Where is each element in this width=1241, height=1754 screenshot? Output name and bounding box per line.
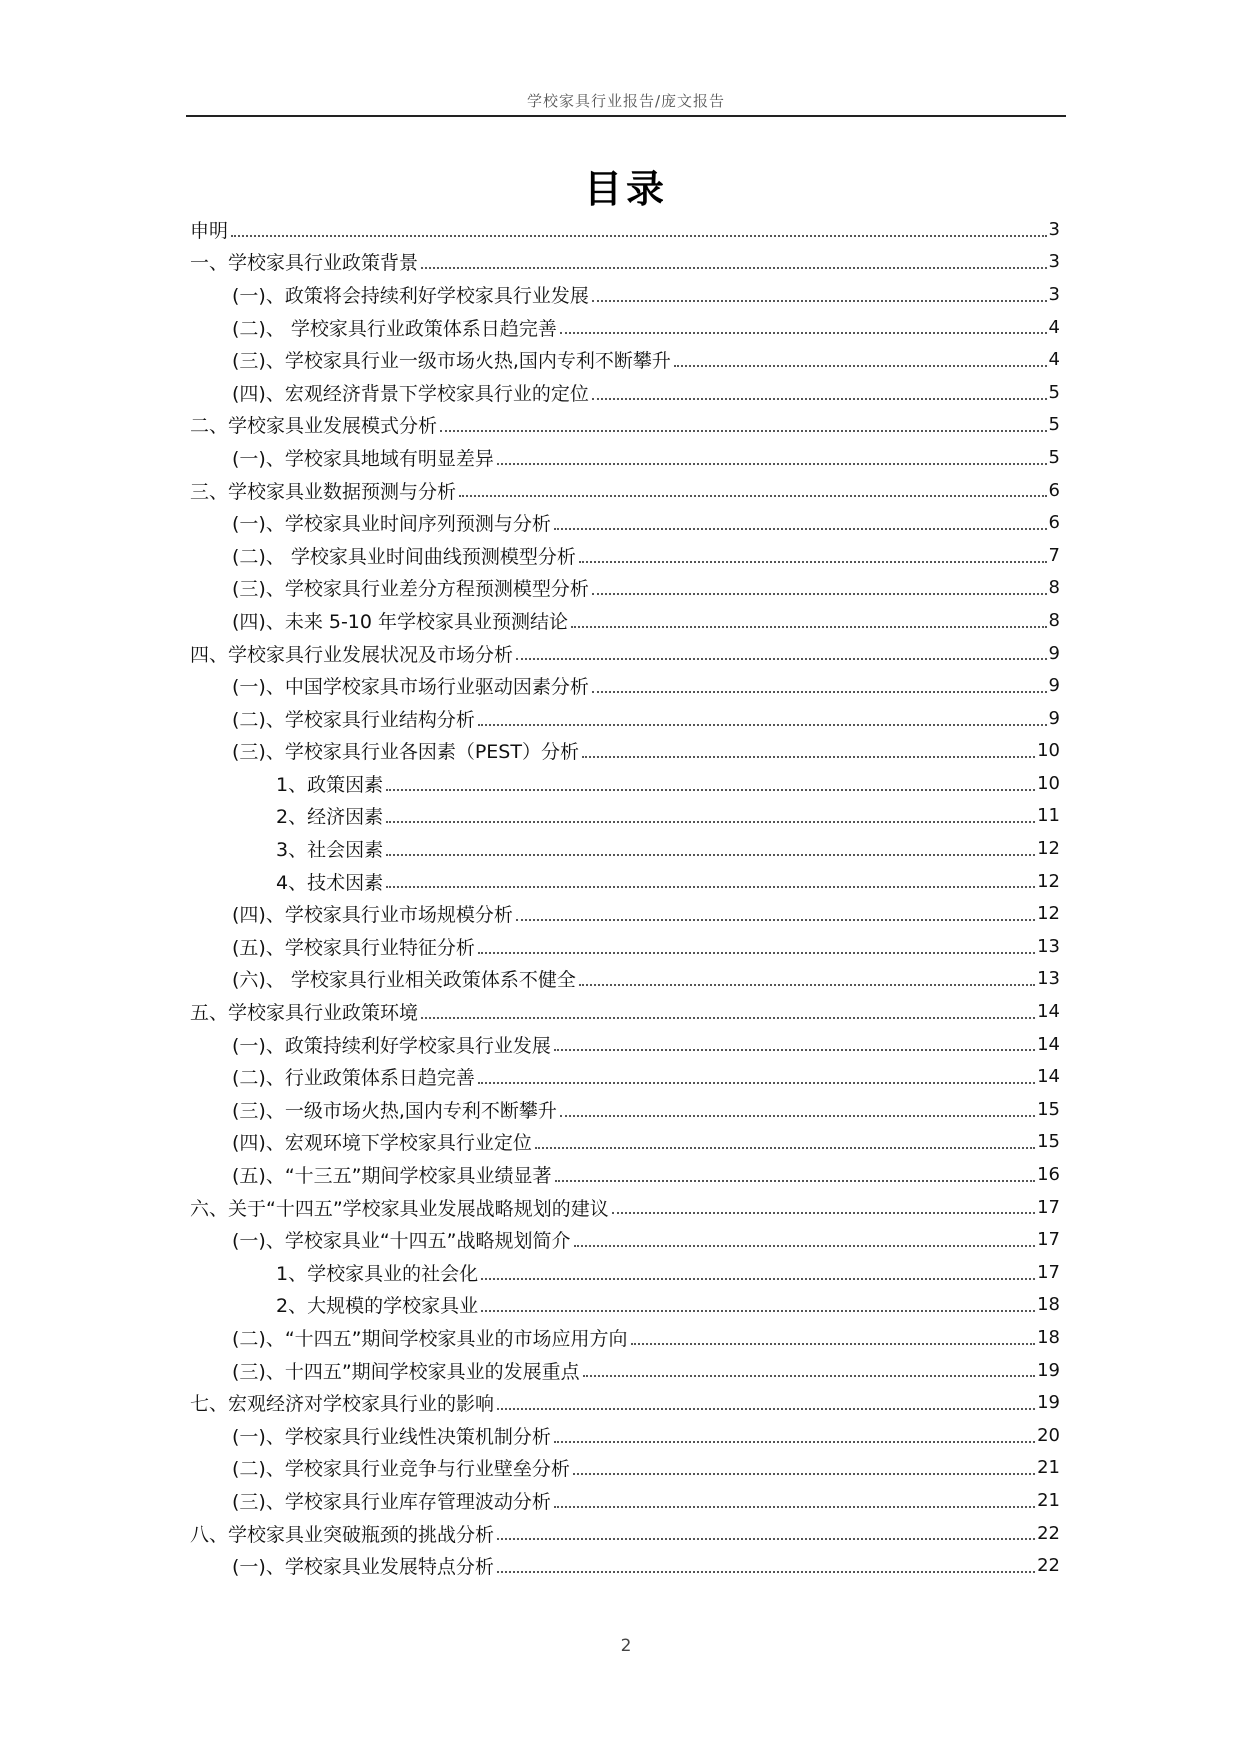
- toc-entry-page: 17: [1037, 1196, 1060, 1218]
- toc-entry-label: (二)、行业政策体系日趋完善: [232, 1067, 475, 1090]
- toc-entry[interactable]: [190, 669, 1060, 702]
- toc-entry-label: 五、学校家具行业政策环境: [190, 1002, 419, 1025]
- dot-leader: [459, 495, 1047, 497]
- toc-entry-label: 二、学校家具业发展模式分析: [190, 415, 438, 438]
- toc-entry-label: 八、学校家具业突破瓶颈的挑战分析: [190, 1523, 495, 1546]
- toc-entry-page: 10: [1037, 740, 1060, 762]
- dot-leader: [421, 1017, 1035, 1019]
- toc-entry-label: (二)、“十四五”期间学校家具业的市场应用方向: [232, 1327, 628, 1350]
- toc-entry-label: (三)、学校家具行业差分方程预测模型分析: [232, 578, 589, 601]
- dot-leader: [386, 854, 1035, 856]
- toc-entry[interactable]: [190, 995, 1060, 1028]
- toc-entry-page: 9: [1048, 642, 1060, 664]
- toc-entry[interactable]: [190, 441, 1060, 474]
- toc-entry[interactable]: [190, 1354, 1060, 1387]
- dot-leader: [583, 1375, 1035, 1377]
- toc-entry[interactable]: [190, 1060, 1060, 1093]
- dot-leader: [574, 1245, 1036, 1247]
- toc-entry-page: 21: [1037, 1457, 1060, 1479]
- dot-leader: [560, 1115, 1035, 1117]
- toc-entry[interactable]: [190, 1223, 1060, 1256]
- toc-entry[interactable]: [190, 800, 1060, 833]
- toc-entry-page: 13: [1037, 968, 1060, 990]
- toc-entry-label: (一)、学校家具业时间序列预测与分析: [232, 513, 551, 536]
- dot-leader: [579, 561, 1047, 563]
- dot-leader: [421, 267, 1047, 269]
- toc-entry[interactable]: [190, 311, 1060, 344]
- toc-entry[interactable]: [190, 1452, 1060, 1485]
- toc-entry-page: 22: [1037, 1522, 1060, 1544]
- toc-entry-label: (一)、学校家具业发展特点分析: [232, 1556, 494, 1579]
- dot-leader: [571, 626, 1047, 628]
- toc-entry-label: 3、社会因素: [276, 839, 384, 862]
- toc-entry-label: (二)、学校家具行业结构分析: [232, 708, 475, 731]
- toc-entry[interactable]: [190, 1419, 1060, 1452]
- toc-entry[interactable]: [190, 213, 1060, 246]
- page-number: 2: [620, 1636, 632, 1656]
- table-of-contents: [190, 213, 1060, 1582]
- toc-entry[interactable]: [190, 474, 1060, 507]
- toc-entry-page: 19: [1037, 1392, 1060, 1414]
- toc-entry-page: 8: [1048, 577, 1060, 599]
- toc-entry[interactable]: [190, 832, 1060, 865]
- toc-entry-label: (一)、中国学校家具市场行业驱动因素分析: [232, 676, 589, 699]
- toc-entry-label: (二)、 学校家具行业政策体系日趋完善: [232, 317, 557, 340]
- toc-entry-label: (六)、 学校家具行业相关政策体系不健全: [232, 969, 576, 992]
- toc-entry-label: (四)、未来 5-10 年学校家具业预测结论: [232, 610, 569, 633]
- dot-leader: [579, 984, 1035, 986]
- toc-entry-label: (五)、“十三五”期间学校家具业绩显著: [232, 1165, 552, 1188]
- toc-entry[interactable]: [190, 963, 1060, 996]
- toc-entry-page: 3: [1048, 283, 1060, 305]
- dot-leader: [497, 1538, 1035, 1540]
- toc-entry[interactable]: [190, 930, 1060, 963]
- dot-leader: [555, 1180, 1036, 1182]
- dot-leader: [386, 886, 1035, 888]
- dot-leader: [440, 430, 1047, 432]
- toc-entry-label: 七、宏观经济对学校家具行业的影响: [190, 1393, 495, 1416]
- toc-entry-label: (一)、学校家具地域有明显差异: [232, 447, 494, 470]
- toc-entry[interactable]: [190, 1158, 1060, 1191]
- toc-entry[interactable]: [190, 376, 1060, 409]
- toc-entry-page: 16: [1037, 1164, 1060, 1186]
- toc-entry-label: (四)、学校家具行业市场规模分析: [232, 904, 513, 927]
- toc-entry-page: 7: [1048, 544, 1060, 566]
- toc-entry-label: 2、经济因素: [276, 806, 384, 829]
- dot-leader: [481, 1310, 1035, 1312]
- toc-entry[interactable]: [190, 539, 1060, 572]
- toc-entry[interactable]: [190, 246, 1060, 279]
- toc-entry[interactable]: [190, 343, 1060, 376]
- toc-entry-page: 5: [1048, 381, 1060, 403]
- toc-entry-label: (五)、学校家具行业特征分析: [232, 936, 475, 959]
- toc-entry-label: (二)、 学校家具业时间曲线预测模型分析: [232, 545, 576, 568]
- dot-leader: [592, 300, 1047, 302]
- toc-entry-page: 12: [1037, 838, 1060, 860]
- toc-entry-page: 6: [1048, 512, 1060, 534]
- toc-entry-page: 8: [1048, 609, 1060, 631]
- toc-entry[interactable]: [190, 278, 1060, 311]
- toc-entry-label: (一)、政策持续利好学校家具行业发展: [232, 1034, 551, 1057]
- toc-entry[interactable]: [190, 572, 1060, 605]
- toc-entry-label: (四)、宏观环境下学校家具行业定位: [232, 1132, 532, 1155]
- toc-entry[interactable]: [190, 1289, 1060, 1322]
- toc-entry-page: 13: [1037, 935, 1060, 957]
- toc-entry-label: (三)、十四五”期间学校家具业的发展重点: [232, 1360, 580, 1383]
- toc-entry-page: 14: [1037, 1066, 1060, 1088]
- toc-entry-label: (一)、政策将会持续利好学校家具行业发展: [232, 284, 589, 307]
- toc-entry-label: 2、大规模的学校家具业: [276, 1295, 479, 1318]
- dot-leader: [554, 1441, 1035, 1443]
- toc-entry-label: (一)、学校家具行业线性决策机制分析: [232, 1425, 551, 1448]
- dot-leader: [612, 1212, 1035, 1214]
- dot-leader: [497, 1571, 1035, 1573]
- toc-entry-page: 9: [1048, 707, 1060, 729]
- toc-entry-label: (三)、学校家具行业各因素（PEST）分析: [232, 741, 579, 764]
- dot-leader: [631, 1343, 1036, 1345]
- toc-entry[interactable]: [190, 1256, 1060, 1289]
- toc-entry-label: 1、政策因素: [276, 773, 384, 796]
- dot-leader: [386, 821, 1035, 823]
- toc-entry-label: (三)、一级市场火热,国内专利不断攀升: [232, 1099, 557, 1122]
- toc-entry[interactable]: [190, 767, 1060, 800]
- dot-leader: [478, 724, 1047, 726]
- toc-entry[interactable]: [190, 1484, 1060, 1517]
- dot-leader: [554, 528, 1047, 530]
- toc-entry-page: 20: [1037, 1424, 1060, 1446]
- toc-entry-page: 22: [1037, 1555, 1060, 1577]
- toc-entry-page: 3: [1048, 251, 1060, 273]
- toc-entry-page: 4: [1048, 349, 1060, 371]
- toc-entry[interactable]: [190, 409, 1060, 442]
- toc-entry-label: 一、学校家具行业政策背景: [190, 252, 419, 275]
- toc-entry-page: 6: [1048, 479, 1060, 501]
- toc-entry[interactable]: [190, 735, 1060, 768]
- toc-entry[interactable]: [190, 506, 1060, 539]
- toc-entry-label: 4、技术因素: [276, 871, 384, 894]
- toc-entry[interactable]: [190, 1028, 1060, 1061]
- toc-entry-page: 5: [1048, 414, 1060, 436]
- dot-leader: [481, 1278, 1035, 1280]
- toc-entry-page: 15: [1037, 1098, 1060, 1120]
- toc-entry-label: 三、学校家具业数据预测与分析: [190, 480, 457, 503]
- toc-entry-page: 12: [1037, 870, 1060, 892]
- toc-entry[interactable]: [190, 1126, 1060, 1159]
- toc-entry-page: 17: [1037, 1229, 1060, 1251]
- toc-entry-page: 18: [1037, 1326, 1060, 1348]
- toc-entry-label: 六、关于“十四五”学校家具业发展战略规划的建议: [190, 1197, 609, 1220]
- dot-leader: [478, 952, 1035, 954]
- toc-entry-page: 15: [1037, 1131, 1060, 1153]
- running-header: 学校家具行业报告/庞文报告: [526, 92, 726, 110]
- dot-leader: [478, 1082, 1035, 1084]
- toc-entry-label: (三)、学校家具行业库存管理波动分析: [232, 1490, 551, 1513]
- toc-entry-page: 14: [1037, 1001, 1060, 1023]
- toc-entry-label: (四)、宏观经济背景下学校家具行业的定位: [232, 382, 589, 405]
- toc-entry-page: 12: [1037, 903, 1060, 925]
- toc-entry-page: 4: [1048, 316, 1060, 338]
- toc-entry-page: 14: [1037, 1033, 1060, 1055]
- dot-leader: [535, 1147, 1035, 1149]
- dot-leader: [554, 1049, 1035, 1051]
- toc-entry-label: (一)、学校家具业“十四五”战略规划简介: [232, 1230, 571, 1253]
- toc-entry-page: 21: [1037, 1489, 1060, 1511]
- toc-entry-label: (二)、学校家具行业竞争与行业壁垒分析: [232, 1458, 570, 1481]
- toc-entry[interactable]: [190, 1093, 1060, 1126]
- dot-leader: [497, 1408, 1035, 1410]
- toc-entry-page: 18: [1037, 1294, 1060, 1316]
- dot-leader: [592, 691, 1047, 693]
- dot-leader: [497, 463, 1047, 465]
- toc-entry-label: 1、学校家具业的社会化: [276, 1262, 479, 1285]
- toc-entry[interactable]: [190, 1517, 1060, 1550]
- header-divider: [186, 115, 1066, 117]
- toc-entry-label: 申明: [190, 219, 229, 242]
- toc-entry-page: 11: [1037, 805, 1060, 827]
- dot-leader: [592, 593, 1047, 595]
- dot-leader: [560, 332, 1047, 334]
- toc-entry-page: 17: [1037, 1261, 1060, 1283]
- toc-entry-page: 10: [1037, 772, 1060, 794]
- toc-entry[interactable]: [190, 897, 1060, 930]
- toc-entry[interactable]: [190, 1549, 1060, 1582]
- toc-title: 目录: [583, 167, 668, 211]
- dot-leader: [674, 365, 1047, 367]
- dot-leader: [386, 789, 1035, 791]
- toc-entry-label: 四、学校家具行业发展状况及市场分析: [190, 643, 514, 666]
- toc-entry[interactable]: [190, 604, 1060, 637]
- toc-entry[interactable]: [190, 1321, 1060, 1354]
- toc-entry[interactable]: [190, 1386, 1060, 1419]
- toc-entry-page: 9: [1048, 675, 1060, 697]
- toc-entry-page: 19: [1037, 1359, 1060, 1381]
- dot-leader: [516, 658, 1047, 660]
- toc-entry[interactable]: [190, 865, 1060, 898]
- dot-leader: [231, 235, 1047, 237]
- toc-entry-page: 3: [1048, 218, 1060, 240]
- dot-leader: [516, 919, 1035, 921]
- dot-leader: [554, 1506, 1035, 1508]
- dot-leader: [573, 1473, 1035, 1475]
- toc-entry[interactable]: [190, 637, 1060, 670]
- toc-entry[interactable]: [190, 1191, 1060, 1224]
- toc-entry-page: 5: [1048, 446, 1060, 468]
- toc-entry-label: (三)、学校家具行业一级市场火热,国内专利不断攀升: [232, 350, 671, 373]
- toc-entry[interactable]: [190, 702, 1060, 735]
- dot-leader: [582, 756, 1035, 758]
- dot-leader: [592, 398, 1047, 400]
